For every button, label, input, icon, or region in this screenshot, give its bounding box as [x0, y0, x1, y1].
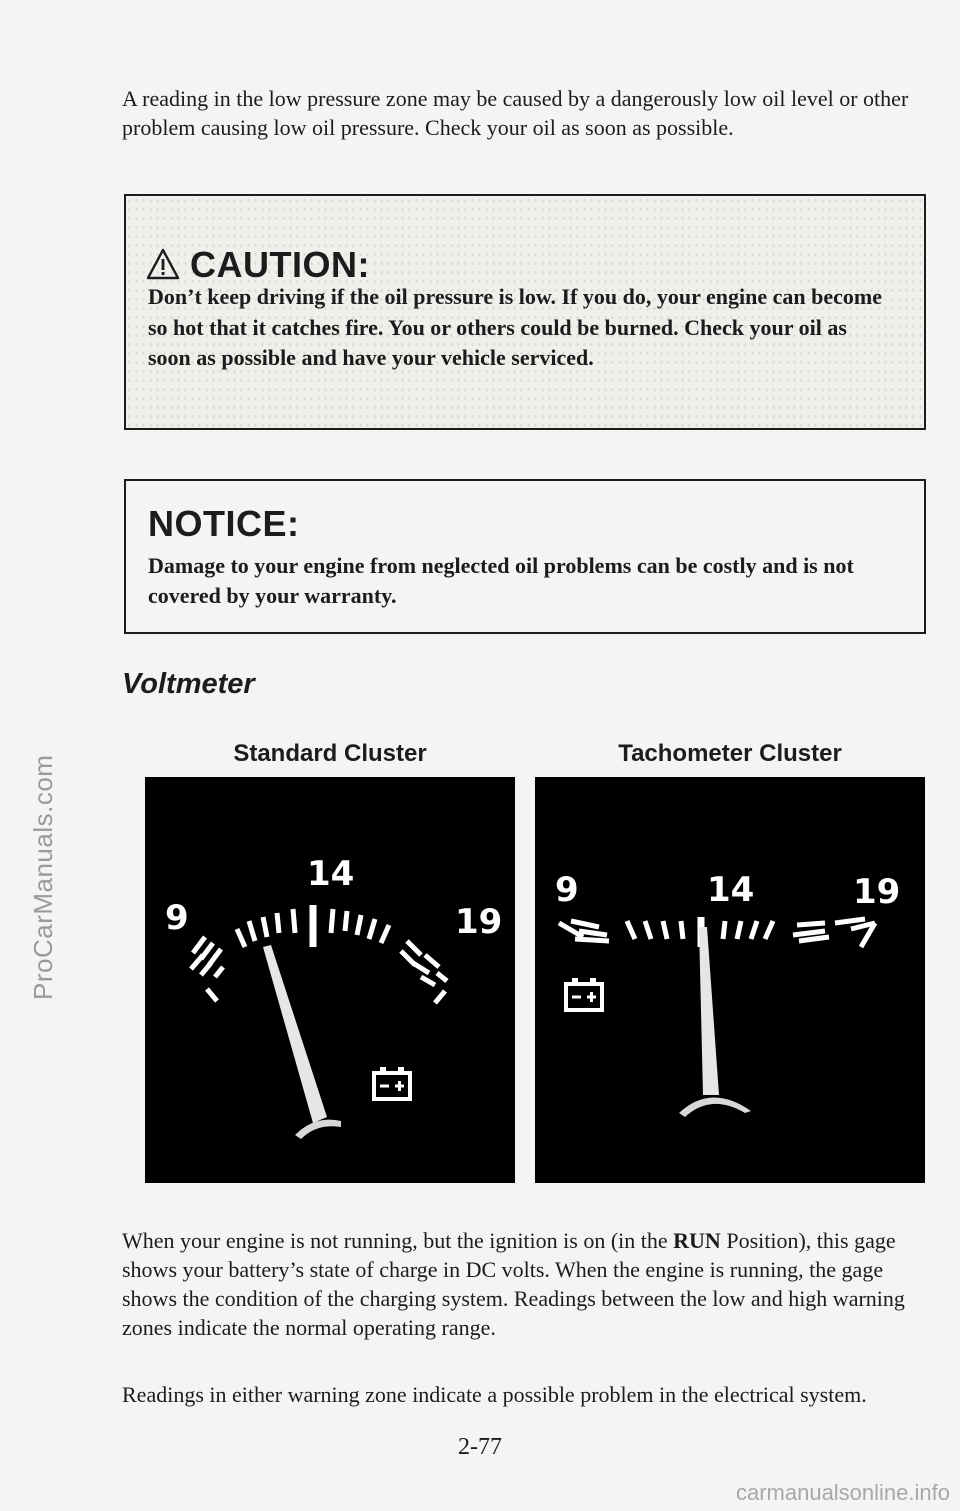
gauge-label-mid: 14	[307, 854, 355, 894]
page-number: 2-77	[458, 1434, 502, 1460]
gauge-label-min: 9	[165, 898, 189, 938]
notice-text: Damage to your engine from neglected oil problems can be costly and is not covered by your warranty.	[148, 553, 854, 608]
caution-box	[124, 194, 926, 430]
voltmeter-description-part2: Position), this gage shows your battery’s state of charge in DC volts. When the engine is running, the gage shows the condition of the charging system. Readings between the low and high warning zones indicate the normal operating range.	[122, 1228, 905, 1340]
tach-gauge-label-max: 19	[853, 872, 901, 912]
battery-icon	[374, 1067, 410, 1099]
run-position-label: RUN	[673, 1228, 721, 1253]
notice-heading: NOTICE:	[148, 503, 300, 544]
caution-text: Don’t keep driving if the oil pressure is low. If you do, your engine can become so hot that it catches fire. You or others could be burned. Check your oil as soon as possible and have your vehicle serviced.	[148, 284, 882, 370]
voltmeter-description-part1: When your engine is not running, but the ignition is on (in the	[122, 1228, 674, 1253]
warning-triangle-icon	[146, 248, 180, 280]
caution-heading: CAUTION:	[190, 244, 370, 285]
standard-cluster-gauge	[145, 777, 515, 1183]
standard-cluster-label: Standard Cluster	[233, 740, 427, 767]
side-watermark: ProCarManuals.com	[28, 754, 58, 1000]
tachometer-cluster-gauge	[535, 777, 925, 1183]
section-title: Voltmeter	[122, 668, 255, 700]
tach-gauge-label-min: 9	[555, 870, 579, 910]
notice-box	[124, 479, 926, 634]
warning-zone-paragraph: Readings in either warning zone indicate a possible problem in the electrical system.	[122, 1382, 867, 1407]
voltmeter-description	[122, 1226, 922, 1342]
intro-paragraph: A reading in the low pressure zone may be caused by a dangerously low oil level or other problem causing low oil pressure. Check your oil as soon as possible.	[122, 86, 909, 140]
bottom-watermark: carmanualsonline.info	[735, 1480, 950, 1505]
tachometer-cluster-label: Tachometer Cluster	[618, 740, 842, 767]
tach-battery-icon	[566, 978, 602, 1010]
tach-gauge-label-mid: 14	[707, 870, 755, 910]
gauge-label-max: 19	[455, 902, 503, 942]
